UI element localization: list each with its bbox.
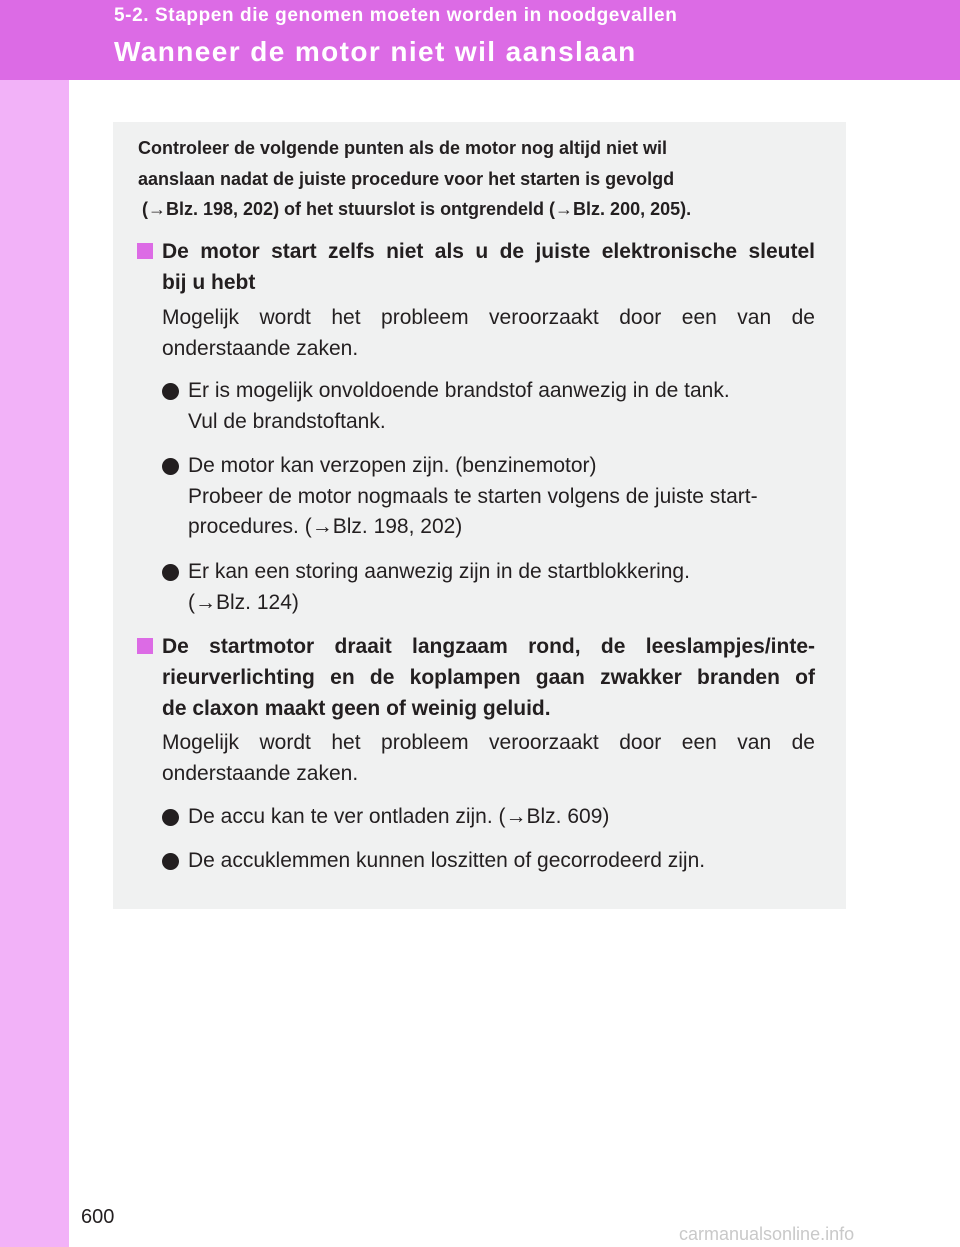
bullet-line: Er is mogelijk onvoldoende brandstof aanwezig in de tank. [188,379,730,402]
header-band [0,0,960,80]
page-title: Wanneer de motor niet wil aanslaan [114,36,637,67]
page-number: 600 [81,1206,115,1228]
heading-line: rieurverlichting en de koplampen gaan zwakker branden of [162,666,815,689]
paragraph-line: onderstaande zaken. [162,337,359,360]
bullet-line: De accuklemmen kunnen loszitten of gecorrodeerd zijn. [188,849,706,872]
list-item [162,802,817,833]
section-title: 5-2. Stappen die genomen moeten worden in noodgevallen [114,5,678,26]
round-bullet-icon [162,564,179,581]
section-heading-slow-starter [137,631,815,724]
intro-line: Controleer de volgende punten als de motor nog altijd niet wil [138,138,668,158]
list-item [162,846,817,877]
round-bullet-icon [162,809,179,826]
bullet-line: De accu kan te ver ontladen zijn. (→Blz. 609) [188,805,610,828]
paragraph-line: Mogelijk wordt het probleem veroorzaakt door een van de [162,731,815,754]
section-paragraph [162,727,815,789]
bullet-line: procedures. (→Blz. 198, 202) [188,515,463,538]
watermark: carmanualsonline.info [679,1224,855,1244]
bullet-line: De motor kan verzopen zijn. (benzinemotor) [188,454,597,477]
section-paragraph [162,302,815,364]
list-item [162,376,817,437]
round-bullet-icon [162,853,179,870]
section-heading-no-start [137,236,815,298]
intro-text [138,133,838,225]
intro-line: aanslaan nadat de juiste procedure voor het starten is gevolgd [138,168,675,189]
paragraph-line: Mogelijk wordt het probleem veroorzaakt door een van de [162,306,815,329]
bullet-line: Er kan een storing aanwezig zijn in de startblokkering. [188,560,690,583]
square-bullet-icon [137,638,153,654]
bullet-line: Probeer de motor nogmaals te starten volgens de juiste start- [188,484,758,508]
heading-line: de claxon maakt geen of weinig geluid. [162,697,551,720]
intro-line: (→Blz. 198, 202) of het stuurslot is ontgrendeld (→Blz. 200, 205). [142,199,692,219]
heading-line: bij u hebt [162,271,256,294]
side-tab-strip [0,0,69,1247]
heading-line: De motor start zelfs niet als u de juiste elektronische sleutel [162,240,815,263]
round-bullet-icon [162,383,179,400]
bullet-line: (→Blz. 124) [188,590,299,614]
round-bullet-icon [162,458,179,475]
bullet-line: Vul de brandstoftank. [188,409,386,433]
heading-line: De startmotor draait langzaam rond, de leeslampjes/inte- [162,635,815,658]
paragraph-line: onderstaande zaken. [162,762,359,785]
square-bullet-icon [137,243,153,259]
list-item [162,451,817,543]
list-item [162,557,817,618]
